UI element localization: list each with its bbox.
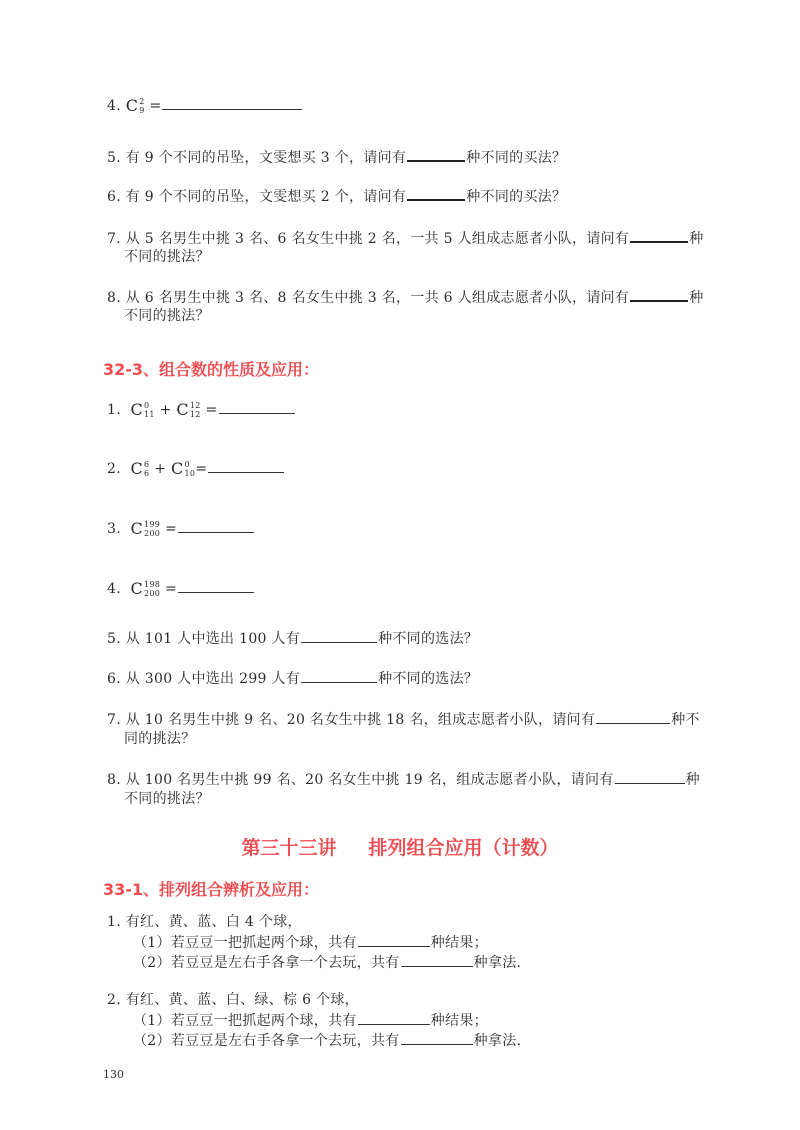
answer-blank[interactable]: [596, 710, 670, 724]
problem-4-combination: 4. C 2 9 =: [107, 96, 303, 115]
answer-blank[interactable]: [401, 1031, 473, 1045]
answer-blank[interactable]: [301, 629, 377, 643]
answer-blank[interactable]: [407, 186, 465, 201]
property-problem-4: 4. C 198 200 =: [107, 579, 255, 598]
question-2-stem: 2. 有红、黄、蓝、白、绿、棕 6 个球，: [107, 992, 359, 1008]
problem-6-pendants: 6. 有 9 个不同的吊坠，文雯想买 2 个，请问有 种不同的买法？: [107, 186, 566, 206]
question-1-part-2: （2）若豆豆是左右手各拿一个去玩，共有 种拿法.: [133, 955, 522, 971]
property-problem-5: 5. 从 101 人中选出 100 人有 种不同的选法？: [107, 631, 479, 647]
section-title-32-3: 32-3、组合数的性质及应用：: [103, 360, 320, 379]
answer-blank[interactable]: [358, 1011, 430, 1025]
answer-blank[interactable]: [630, 228, 688, 243]
answer-blank[interactable]: [178, 579, 254, 593]
property-problem-2: 2. C 6 6 + C 0 10 =: [107, 459, 285, 478]
property-problem-7-line2: 同的挑法？: [124, 731, 196, 747]
problem-7-volunteers: 7. 从 5 名男生中挑 3 名、6 名女生中挑 2 名，一共 5 人组成志愿者小队，请问有 种: [107, 228, 704, 248]
combination-symbol: C 6 6: [130, 459, 150, 478]
answer-blank[interactable]: [401, 953, 473, 967]
problem-8-line2: 不同的挑法？: [124, 308, 210, 324]
answer-blank[interactable]: [208, 459, 284, 473]
combination-symbol: C 12 12: [176, 400, 201, 419]
property-problem-6: 6. 从 300 人中选出 299 人有 种不同的选法？: [107, 671, 479, 687]
question-1-stem: 1. 有红、黄、蓝、白 4 个球，: [107, 914, 302, 930]
section-title-33-1: 33-1、排列组合辨析及应用：: [103, 880, 320, 899]
problem-number: 4.: [107, 98, 121, 114]
answer-blank[interactable]: [219, 400, 295, 414]
answer-blank[interactable]: [178, 519, 254, 533]
answer-blank[interactable]: [301, 669, 377, 683]
question-2-part-2: （2）若豆豆是左右手各拿一个去玩，共有 种拿法.: [133, 1033, 522, 1049]
lecture-title: 第三十三讲 排列组合应用（计数）: [241, 837, 559, 859]
problem-5-pendants: 5. 有 9 个不同的吊坠，文雯想买 3 个，请问有 种不同的买法？: [107, 147, 566, 167]
combination-symbol: C 198 200: [130, 579, 161, 598]
answer-blank[interactable]: [630, 287, 688, 302]
property-problem-8-line2: 不同的挑法？: [124, 791, 210, 807]
question-2-part-1: （1）若豆豆一把抓起两个球，共有 种结果；: [133, 1013, 488, 1029]
problem-7-line2: 不同的挑法？: [124, 249, 210, 265]
property-problem-7: 7. 从 10 名男生中挑 9 名、20 名女生中挑 18 名，组成志愿者小队，请问有 种不: [107, 712, 700, 728]
question-1-part-1: （1）若豆豆一把抓起两个球，共有 种结果；: [133, 935, 488, 951]
answer-blank[interactable]: [162, 96, 302, 110]
property-problem-3: 3. C 199 200 =: [107, 519, 255, 538]
problem-8-volunteers: 8. 从 6 名男生中挑 3 名、8 名女生中挑 3 名，一共 6 人组成志愿者小队，请问有 种: [107, 287, 704, 307]
combination-symbol: C 0 11: [130, 400, 155, 419]
combination-symbol: C 0 10: [170, 459, 196, 478]
answer-blank[interactable]: [407, 147, 465, 162]
answer-blank[interactable]: [358, 933, 430, 947]
combination-symbol: C 199 200: [130, 519, 161, 538]
combination-symbol: C 2 9: [125, 96, 145, 115]
answer-blank[interactable]: [615, 770, 685, 784]
property-problem-1: 1. C 0 11 + C 12 12 =: [107, 400, 296, 419]
page-number: 130: [103, 1068, 124, 1081]
property-problem-8: 8. 从 100 名男生中挑 99 名、20 名女生中挑 19 名，组成志愿者小队，请问有 种: [107, 772, 700, 788]
